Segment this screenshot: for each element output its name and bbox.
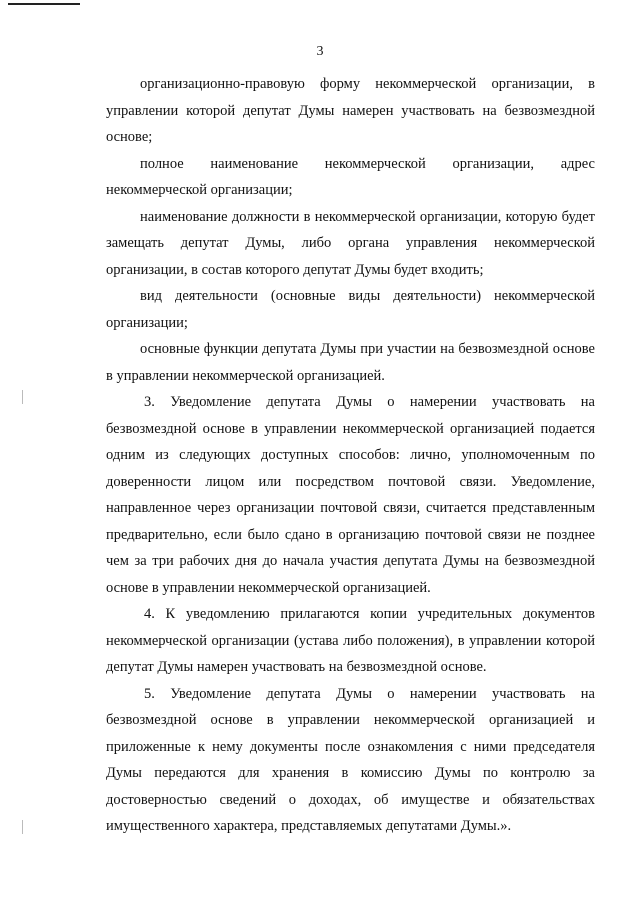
header-rule bbox=[8, 3, 80, 5]
document-body bbox=[106, 71, 595, 840]
page-number: 3 bbox=[316, 44, 324, 59]
paragraph-item-5: 5. Уведомление депутата Думы о намерении участвовать на безвозмездной основе в управлении некоммерческой организацией и приложенные к нему документы после ознакомления с ними председателя Думы передаются для хранения в комиссию Думы по контролю за достоверностью сведений о доходах, об имуществе и обязательствах имущественного характера, представляемых депутатами Думы.». bbox=[106, 685, 595, 834]
paragraph-org-form: организационно-правовую форму некоммерческой организации, в управлении которой депутат Думы намерен участвовать на безвозмездной основе; bbox=[106, 76, 595, 145]
paragraph-activity-type: вид деятельности (основные виды деятельности) некоммерческой организации; bbox=[106, 288, 595, 331]
paragraph-main-functions: основные функции депутата Думы при участии на безвозмездной основе в управлении некоммерческой организацией. bbox=[106, 341, 595, 384]
paragraph-item-3: 3. Уведомление депутата Думы о намерении участвовать на безвозмездной основе в управлении некоммерческой организацией подается одним из следующих доступных способов: лично, уполномоченным по доверенности лицом или посредством почтовой связи. Уведомление, направленное через организации почтовой связи, считается представленным предварительно, если было сдано в организацию почтовой связи не позднее чем за три рабочих дня до начала участия депутата Думы на безвозмездной основе в управлении некоммерческой организацией. bbox=[106, 394, 595, 596]
scan-margin-mark bbox=[22, 390, 23, 404]
scan-margin-mark bbox=[22, 820, 23, 834]
paragraph-item-4: 4. К уведомлению прилагаются копии учредительных документов некоммерческой организации (устава либо положения), в управлении которой депутат Думы намерен участвовать на безвозмездной основе. bbox=[106, 606, 595, 675]
paragraph-position-name: наименование должности в некоммерческой организации, которую будет замещать депутат Думы, либо органа управления некоммерческой организации, в состав которого депутат Думы будет входить; bbox=[106, 208, 595, 278]
paragraph-full-name: полное наименование некоммерческой организации, адрес некоммерческой организации; bbox=[106, 155, 595, 198]
